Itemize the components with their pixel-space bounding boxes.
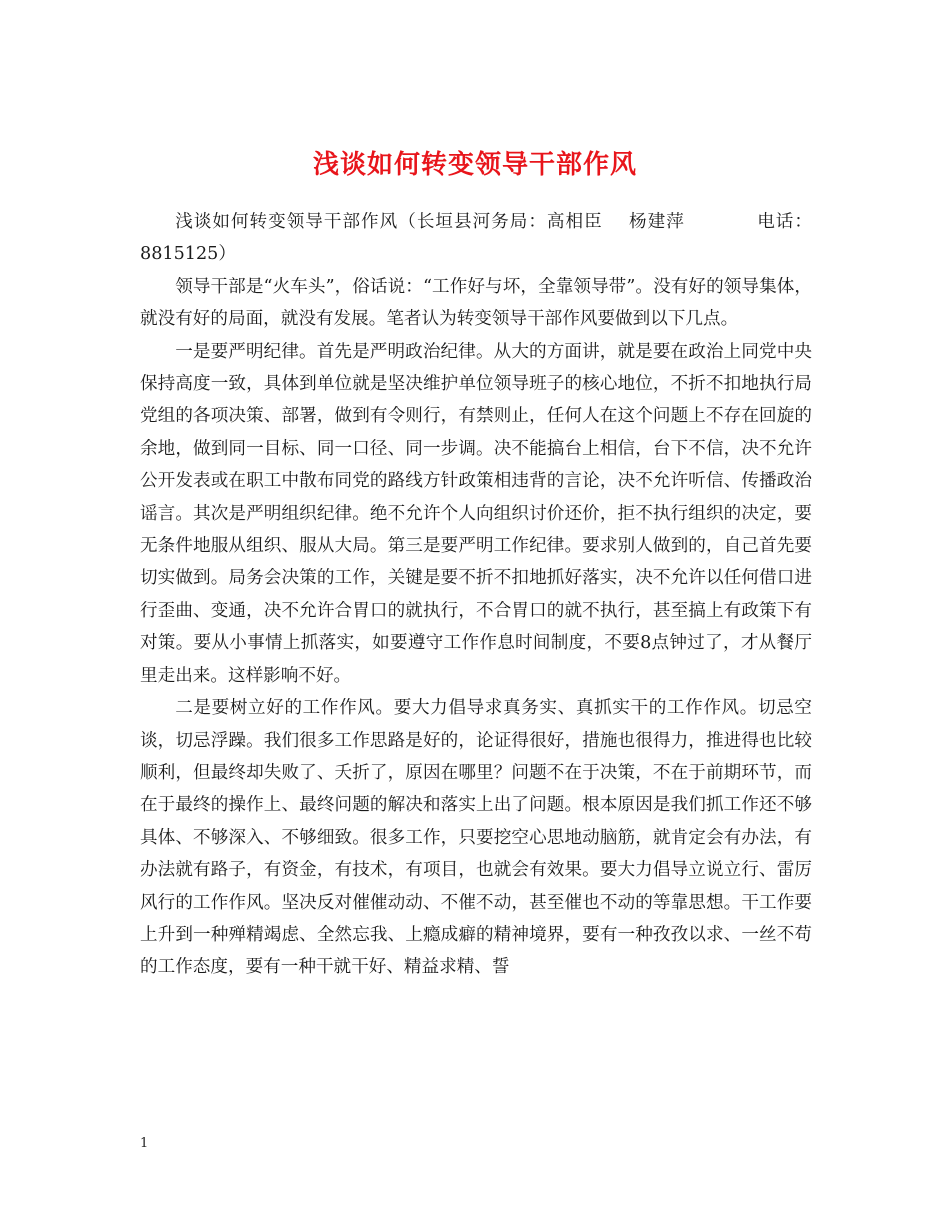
discipline-paragraph: 一是要严明纪律。首先是严明政治纪律。从大的方面讲，就是要在政治上同党中央保持高度一致，具体到单位就是坚决维护单位领导班子的核心地位，不折不扣地执行局党组的各项决策、部署，做到有令则行，有禁则止，任何人在这个问题上不存在回旋的余地，做到同一目标、同一口径、同一步调。决不能搞台上相信，台下不信，决不允许公开发表或在职工中散布同党的路线方针政策相违背的言论，决不允许听信、传播政治谣言。其次是严明组织纪律。绝不允许个人向组织讨价还价，拒不执行组织的决定，要无条件地服从组织、服从大局。第三是要严明工作纪律。要求别人做到的，自己首先要切实做到。局务会决策的工作，关键是要不折不扣地抓好落实，决不允许以任何借口进行歪曲、变通，决不允许合胃口的就执行，不合胃口的就不执行，甚至搞上有政策下有对策。要从小事情上抓落实，如要遵守工作作息时间制度，不要8点钟过了，才从餐厅里走出来。这样影响不好。 xyxy=(140,341,812,686)
document-title: 浅谈如何转变领导干部作风 xyxy=(312,150,637,181)
work-style-paragraph: 二是要树立好的工作作风。要大力倡导求真务实、真抓实干的工作作风。切忌空谈，切忌浮躁。我们很多工作思路是好的，论证得很好，措施也很得力，推进得也比较顺利，但最终却失败了、夭折了，原因在哪里？问题不在于决策，不在于前期环节，而在于最终的操作上、最终问题的解决和落实上出了问题。根本原因是我们抓工作还不够具体、不够深入、不够细致。很多工作，只要挖空心思地动脑筋，就肯定会有办法，有办法就有路子，有资金，有技术，有项目，也就会有效果。要大力倡导立说立行、雷厉风行的工作作风。坚决反对催催动动、不催不动，甚至催也不动的等靠思想。干工作要上升到一种殚精竭虑、全然忘我、上瘾成癖的精神境界，要有一种孜孜以求、一丝不苟的工作态度，要有一种干就干好、精益求精、誓 xyxy=(140,698,812,978)
intro-paragraph: 领导干部是“火车头”，俗话说：“工作好与坏，全靠领导带”。没有好的领导集体，就没有好的局面，就没有发展。笔者认为转变领导干部作风要做到以下几点。 xyxy=(140,276,812,330)
document-body xyxy=(140,206,812,984)
byline-paragraph: 浅谈如何转变领导干部作风（长垣县河务局：高相臣 杨建萍 电话：8815125） xyxy=(140,212,812,265)
page-number: 1 xyxy=(140,1136,149,1151)
